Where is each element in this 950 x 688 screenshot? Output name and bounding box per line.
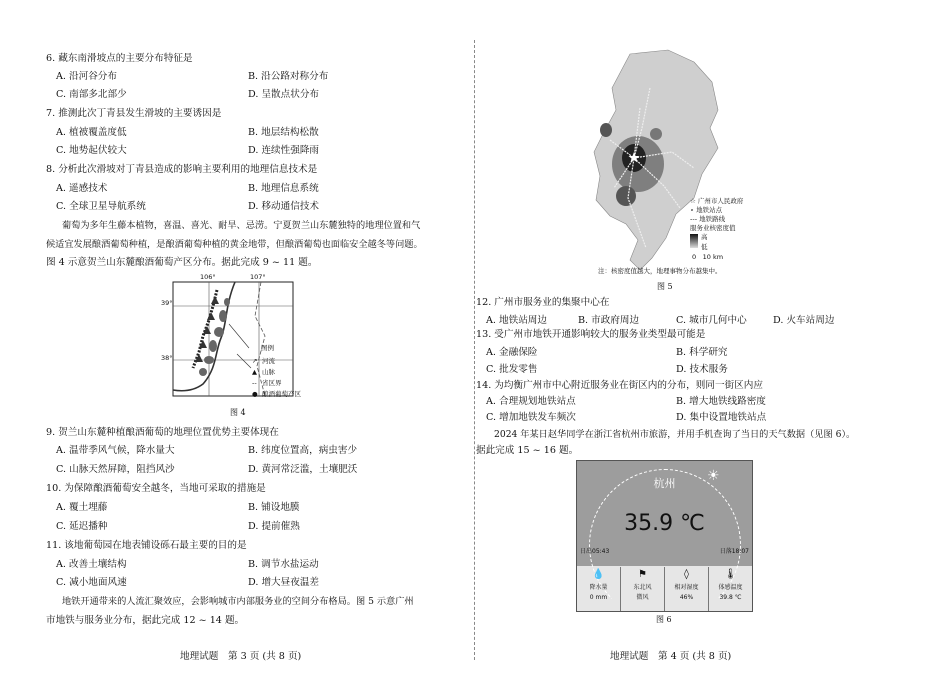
fig5-legend-govt-label: 广州市人民政府 [697,197,744,205]
fig5-scale-bar: 0 10 km [692,253,724,261]
option-11c: C. 减小地面风速 [56,577,127,588]
metric-wind [620,567,664,611]
weather-card [576,460,753,612]
question-9: 9. 贺兰山东麓种植酿酒葡萄的地理位置优势主要体现在 [46,427,279,438]
humidity-drop-icon: ◊ [684,569,689,580]
question-8: 8. 分析此次滑坡对丁青县造成的影响主要利用的地理信息技术是 [46,164,318,175]
weather-metrics [577,567,752,611]
metric-humidity [664,567,708,611]
option-12c: C. 城市几何中心 [676,315,747,326]
passage-metro-1: 地铁开通带来的人流汇聚效应，会影响城市内部服务业的空间分布格局。图 5 示意广州 [62,596,414,607]
fig4-lon-107: 107° [250,273,266,281]
fig4-legend-mountain: 山脉 [262,368,275,376]
passage-weather-1: 2024 年某日赵华同学在浙江省杭州市旅游，并用手机查询了当日的天气数据（见图 6）。 [494,429,856,440]
option-14b: B. 增大地铁线路密度 [676,396,766,407]
option-10a: A. 覆土埋藤 [56,502,108,513]
fig5-legend-station: ∘ 地铁站点 [690,206,723,214]
fig4-legend-river: 河流 [262,357,275,365]
option-7a: A. 植被覆盖度低 [56,127,127,138]
weather-temperature: 35.9 ℃ [624,511,705,536]
option-8d: D. 移动通信技术 [248,201,320,212]
option-7b: B. 地层结构松散 [248,127,319,138]
option-9a: A. 温带季风气候，降水量大 [56,445,175,456]
option-10c: C. 延迟播种 [56,521,108,532]
fig5-note: 注：核密度值越大，地理事物分布越集中。 [598,267,722,275]
weather-city: 杭州 [653,477,676,490]
metric-precipitation [577,567,620,611]
question-14: 14. 为均衡广州市中心附近服务业在街区内的分布，则同一街区内应 [476,380,763,391]
thermometer-icon: 🌡 [724,569,737,580]
fig4-lon-106: 106° [200,273,216,281]
metric-label: 体感温度 [718,584,743,591]
option-12a: A. 地铁站周边 [486,315,547,326]
option-12b: B. 市政府周边 [578,315,640,326]
option-8a: A. 遥感技术 [56,183,108,194]
metric-label: 相对湿度 [674,584,699,591]
question-12: 12. 广州市服务业的集聚中心在 [476,297,610,308]
option-8b: B. 地理信息系统 [248,183,319,194]
option-6a: A. 沿河谷分布 [56,71,117,82]
figure-6-caption: 图 6 [656,615,672,624]
fig5-legend-line: --- 地铁路线 [690,215,726,223]
option-11b: B. 调节水盐运动 [248,559,319,570]
passage-line-3: 图 4 示意贺兰山东麓酿酒葡萄产区分布。据此完成 9 ~ 11 题。 [46,257,318,268]
sunset-time: 日落18:07 [719,548,749,555]
question-11: 11. 该地葡萄园在地表铺设砾石最主要的目的是 [46,540,247,551]
option-9c: C. 山脉天然屏障，阻挡风沙 [56,464,175,475]
fig4-legend-mountain-icon: ▲ [252,368,257,376]
rain-drops-icon: 💧 [592,569,605,580]
sunrise-time: 日出05:43 [580,548,610,555]
option-12d: D. 火车站周边 [773,315,835,326]
question-10: 10. 为保障酿酒葡萄安全越冬，当地可采取的措施是 [46,483,266,494]
figure-5-caption: 图 5 [657,282,673,291]
option-10b: B. 铺设地膜 [248,502,300,513]
fig4-legend-grape-icon: ● [252,390,258,398]
fig4-lat-39: 39° [161,299,173,307]
fig5-legend-low: 低 [701,243,708,251]
option-11d: D. 增大昼夜温差 [248,577,320,588]
figure-4-caption: 图 4 [230,408,246,417]
option-10d: D. 提前催熟 [248,521,300,532]
option-9d: D. 黄河常泛滥，土壤肥沃 [248,464,358,475]
figure-5-svg [590,48,750,280]
metric-value: 0 mm [589,594,608,601]
fig4-legend-grape: 酿酒葡萄产区 [262,390,301,398]
passage-weather-2: 据此完成 15 ~ 16 题。 [476,445,579,456]
option-6b: B. 沿公路对称分布 [248,71,329,82]
page-divider [474,40,475,660]
left-page-footer: 地理试题 第 3 页 (共 8 页) [180,651,302,662]
metric-label: 降水量 [589,584,608,591]
option-9b: B. 纬度位置高，病虫害少 [248,445,358,456]
option-11a: A. 改善土壤结构 [56,559,127,570]
fig4-lat-38: 38° [161,354,173,362]
right-page-footer: 地理试题 第 4 页 (共 8 页) [610,651,732,662]
metric-value: 微风 [636,594,649,601]
sun-icon: ☀ [707,468,720,484]
fig4-legend-river-icon: ↗ [252,357,258,365]
metric-value: 39.8 ℃ [719,594,742,601]
fig5-legend-density: 服务业核密度值 [690,224,736,232]
option-7c: C. 地势起伏较大 [56,145,127,156]
fig4-legend-border-icon: -- [252,379,257,387]
fig4-legend-title: 图例 [261,344,274,352]
option-7d: D. 连续性强降雨 [248,145,320,156]
fig5-legend-line-label: 地铁路线 [699,215,726,223]
fig4-legend-border: 省区界 [262,379,282,387]
passage-line-1: 葡萄为多年生藤本植物，喜温、喜光、耐旱、忌涝。宁夏贺兰山东麓独特的地理位置和气 [62,220,421,231]
wind-vane-icon: ⚑ [638,569,647,580]
option-13d: D. 技术服务 [676,364,728,375]
question-6: 6. 藏东南滑坡点的主要分布特征是 [46,53,193,64]
weather-card-header [577,461,752,566]
option-6c: C. 南部多北部少 [56,89,127,100]
option-13a: A. 金融保险 [486,347,538,358]
passage-line-2: 候适宜发展酿酒葡萄种植，是酿酒葡萄种植的黄金地带，但酿酒葡萄也面临安全越冬等问题。 [46,239,423,250]
fig5-legend-high: 高 [701,233,708,241]
metric-label: 东北风 [633,584,652,591]
fig5-legend-station-label: 地铁站点 [696,206,723,214]
option-13c: C. 批发零售 [486,364,538,375]
question-13: 13. 受广州市地铁开通影响较大的服务业类型最可能是 [476,329,706,340]
option-14d: D. 集中设置地铁站点 [676,412,767,423]
option-14a: A. 合理规划地铁站点 [486,396,576,407]
metric-feels-like [708,567,752,611]
option-13b: B. 科学研究 [676,347,728,358]
passage-metro-2: 市地铁与服务业分布，据此完成 12 ~ 14 题。 [46,615,245,626]
metric-value: 46% [679,594,694,601]
fig5-density-gradient [690,234,698,248]
option-14c: C. 增加地铁发车频次 [486,412,576,423]
question-7: 7. 推测此次丁青县发生滑坡的主要诱因是 [46,108,222,119]
option-6d: D. 呈散点状分布 [248,89,320,100]
fig5-legend-govt: ☆ 广州市人民政府 [690,197,744,205]
option-8c: C. 全球卫星导航系统 [56,201,146,212]
